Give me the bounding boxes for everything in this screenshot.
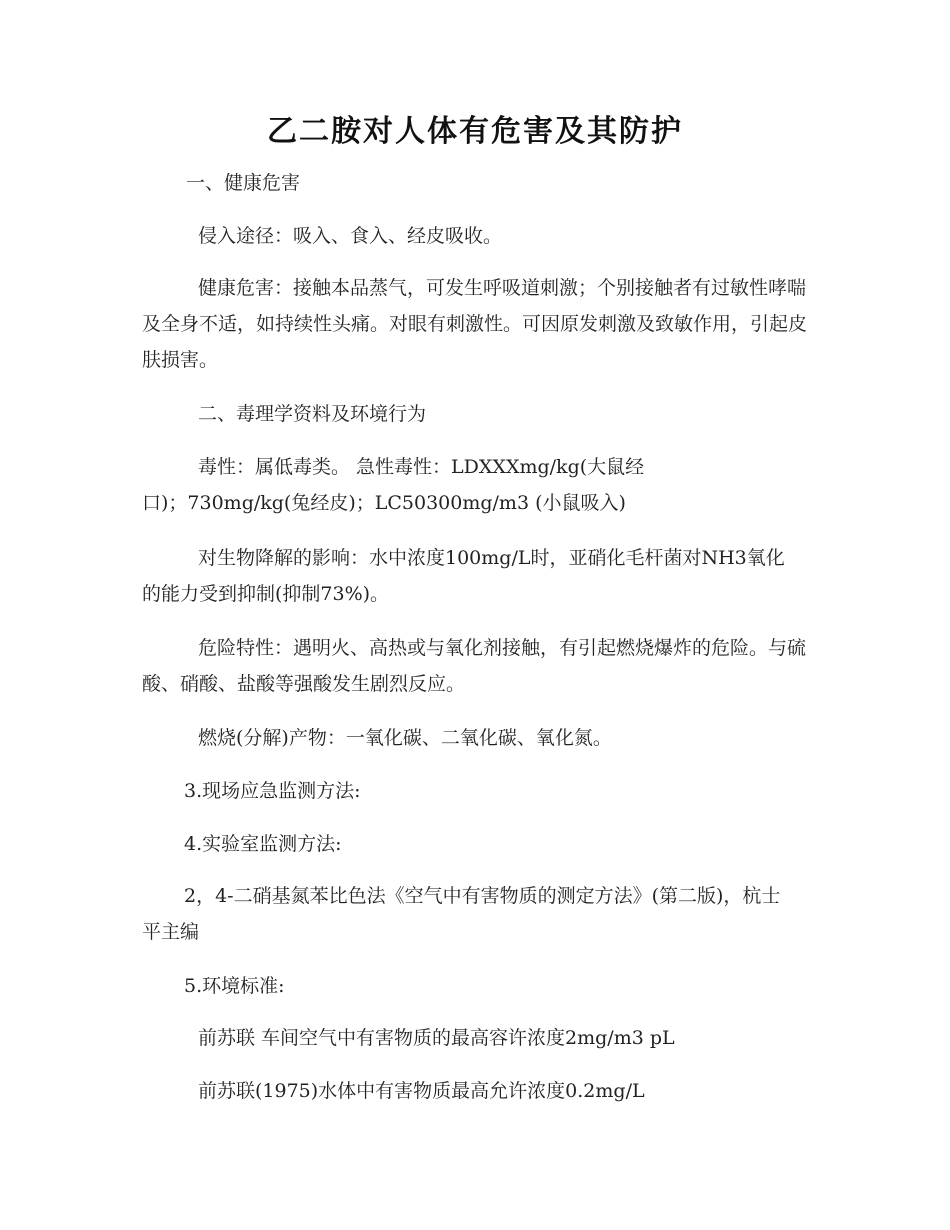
paragraph-combustion-products: 燃烧(分解)产物：一氧化碳、二氧化碳、氧化氮。 bbox=[198, 727, 612, 749]
section-heading-environmental-standards: 5.环境标准: bbox=[184, 975, 285, 997]
document-title: 乙二胺对人体有危害及其防护 bbox=[267, 114, 683, 149]
section-heading-health-hazard: 一、健康危害 bbox=[186, 172, 301, 194]
paragraph-toxicity: 毒性：属低毒类。 急性毒性：LDXXXmg/kg(大鼠经口)；730mg/kg(兔经皮)；LC50300mg/m3 (小鼠吸入) bbox=[142, 456, 645, 514]
paragraph-biodegradation: 对生物降解的影响：水中浓度100mg/L时，亚硝化毛杆菌对NH3氧化的能力受到抑制(抑制73%)。 bbox=[142, 547, 785, 605]
paragraph-danger-properties: 危险特性：遇明火、高热或与氧化剂接触，有引起燃烧爆炸的危险。与硫酸、硝酸、盐酸等强酸发生剧烈反应。 bbox=[142, 637, 807, 695]
section-heading-field-monitoring: 3.现场应急监测方法: bbox=[184, 780, 361, 802]
paragraph-health-hazard: 健康危害：接触本品蒸气，可发生呼吸道刺激；个别接触者有过敏性哮喘及全身不适，如持续性头痛。对眼有刺激性。可因原发刺激及致敏作用，引起皮肤损害。 bbox=[142, 277, 808, 371]
section-heading-toxicology: 二、毒理学资料及环境行为 bbox=[198, 403, 427, 425]
paragraph-standard-workshop-air: 前苏联 车间空气中有害物质的最高容许浓度2mg/m3 pL bbox=[198, 1027, 675, 1049]
paragraph-invasion-route: 侵入途径：吸入、食入、经皮吸收。 bbox=[198, 225, 503, 247]
paragraph-lab-method: 2，4-二硝基氮苯比色法《空气中有害物质的测定方法》(第二版)，杭士平主编 bbox=[142, 885, 781, 943]
paragraph-standard-water: 前苏联(1975)水体中有害物质最高允许浓度0.2mg/L bbox=[198, 1080, 645, 1102]
section-heading-lab-monitoring: 4.实验室监测方法: bbox=[184, 833, 342, 855]
